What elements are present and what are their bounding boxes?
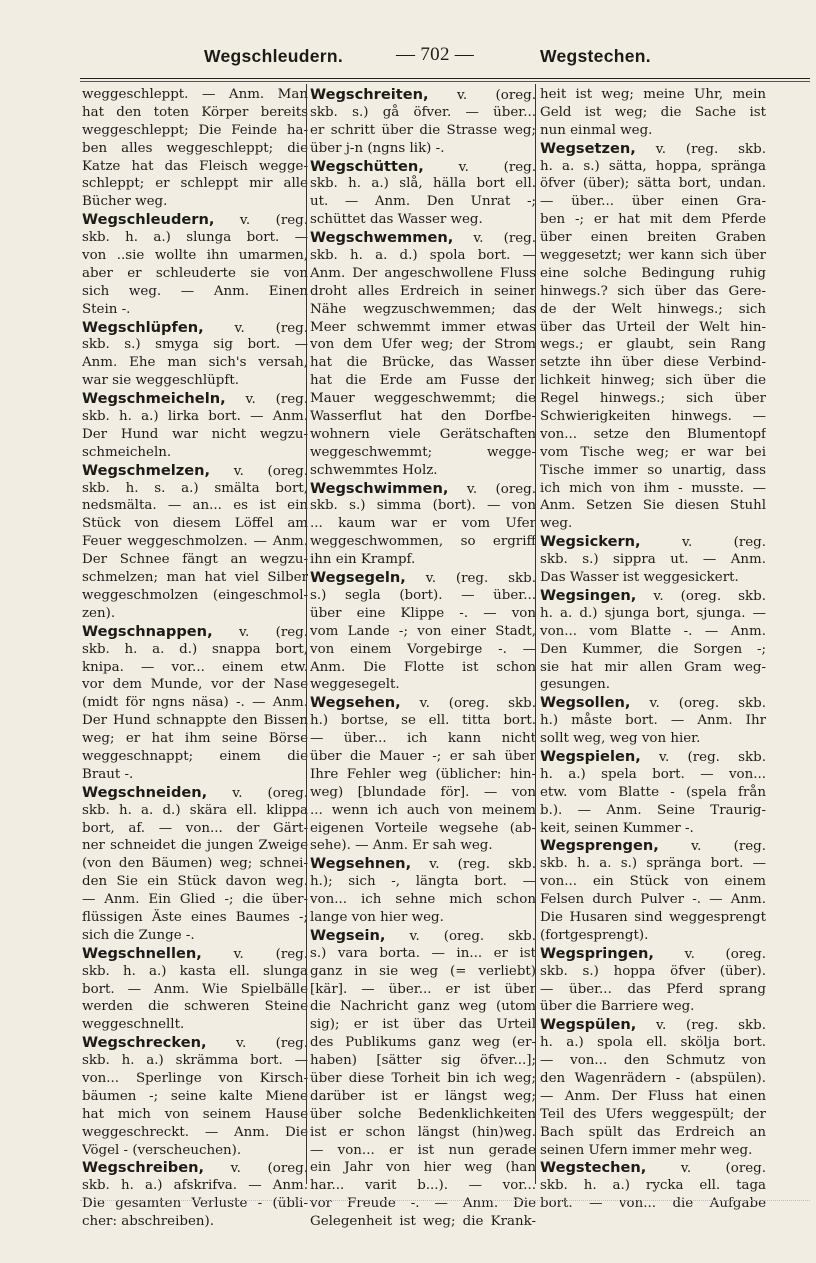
entry-headword-line: Wegschleudern, v. (reg. <box>82 211 308 229</box>
headword: Wegspielen, <box>540 747 641 765</box>
entry-text-line: skb. h. a.) afskrifva. — Anm. <box>82 1178 308 1194</box>
headword: Wegstechen, <box>540 1159 647 1177</box>
entry-text-line: skb. h. s. a.) smälta bort, <box>82 480 308 496</box>
entry-text-line: b.). — Anm. Seine Traurig- <box>540 802 766 818</box>
entry-text-line: haben) [sätter sig öfver...]; <box>310 1053 536 1069</box>
entry-text-line: aber er schleuderte sie von <box>82 265 308 281</box>
entry-text-line: weggeschnappt; einem die <box>82 748 308 764</box>
entry-text-line: von einem Vorgebirge -. — <box>310 641 536 657</box>
entry-text-line: ist er schon längst (hin)weg. <box>310 1124 536 1140</box>
headword: Wegsegeln, <box>310 569 406 587</box>
entry-text-line: hat die Erde am Fusse der <box>310 373 536 389</box>
entry-text-line: skb. h. a.) slunga bort. — <box>82 230 308 246</box>
entry-text-line: Anm. Setzen Sie diesen Stuhl <box>540 498 766 514</box>
entry-text-line: ein Jahr von hier weg (han <box>310 1160 536 1176</box>
entry-headword-line: Wegsetzen, v. (reg. skb. <box>540 139 766 157</box>
entry-text-line: s.) segla (bort). — über... <box>310 587 536 603</box>
entry-text-line: bort, af. — von... der Gärt- <box>82 820 308 836</box>
headword: Wegsingen, <box>540 586 637 604</box>
entry-text-line: ben -; er hat mit dem Pferde <box>540 212 766 228</box>
entry-text-line: eigenen Vorteile wegsehe (ab- <box>310 820 536 836</box>
entry-headword-line: Wegschmelzen, v. (oreg. <box>82 461 308 479</box>
entry-headword-line: Wegschreiten, v. (oreg. <box>310 86 536 103</box>
entry-text-line: weggeschnellt. <box>82 1017 185 1033</box>
entry-text-line: über j-n (ngns lik) -. <box>310 140 445 156</box>
entry-text-line: sehe). — Anm. Er sah weg. <box>310 838 493 854</box>
entry-text-line: Ihre Fehler weg (üblicher: hin- <box>310 766 536 782</box>
entry-text-line: lichkeit hinweg; sich über die <box>540 373 766 389</box>
entry-text-line: werden die schweren Steine <box>82 999 308 1015</box>
entry-text-line: ut. — Anm. Den Unrat -; <box>310 194 536 210</box>
entry-headword-line: Wegschnellen, v. (reg. <box>82 944 308 962</box>
headword: Wegschwemmen, <box>310 229 454 247</box>
entry-text-line: hinwegs.? sich über das Gere- <box>540 283 766 299</box>
entry-text-line: seinen Ufern immer mehr weg. <box>540 1142 753 1158</box>
entry-text-line: von dem Ufer weg; der Strom <box>310 337 536 353</box>
entry-text-line: schüttet das Wasser weg. <box>310 212 483 228</box>
entry-text-line: hat die Brücke, das Wasser <box>310 355 536 371</box>
headword: Wegschreiten, <box>310 86 429 103</box>
entry-headword-line: Wegschlüpfen, v. (reg. <box>82 318 308 336</box>
entry-text-line: skb. s.) gå öfver. — über... <box>310 104 536 120</box>
entry-headword-line: Wegsollen, v. (oreg. skb. <box>540 694 766 712</box>
entry-text-line: weggesetzt; wer kann sich über <box>540 248 766 264</box>
entry-text-line: weggeschwommen, so ergriff <box>310 534 536 550</box>
entry-text-line: Die Husaren sind weggesprengt <box>540 909 766 925</box>
column-2 <box>310 86 536 1231</box>
entry-text-line: über eine Klippe -. — von <box>310 605 536 621</box>
entry-text-line: ganz in sie weg (= verliebt) <box>310 963 536 979</box>
entry-text-line: [kär]. — über... er ist über <box>310 981 536 997</box>
entry-text-line: skb. h. a. d.) skära ell. klippa <box>82 802 308 818</box>
entry-text-line: Braut -. <box>82 766 134 782</box>
column-1 <box>82 86 308 1231</box>
headword: Wegschütten, <box>310 157 424 175</box>
entry-text-line: h.) bortse, se ell. titta bort. <box>310 713 536 729</box>
entry-text-line: zen). <box>82 605 116 621</box>
entry-text-line: etw. vom Blatte - (spela från <box>540 784 766 800</box>
entry-headword-line: Wegsegeln, v. (reg. skb. <box>310 569 536 587</box>
entry-text-line: cher: abschreiben). <box>82 1214 214 1230</box>
entry-text-line: ... wenn ich auch von meinem <box>310 802 536 818</box>
entry-text-line: eine solche Bedingung ruhig <box>540 265 766 281</box>
entry-text-line: nun einmal weg. <box>540 122 653 138</box>
entry-text-line: gesungen. <box>540 677 610 693</box>
entry-text-line: skb. h. a.) lirka bort. — Anm. <box>82 409 308 425</box>
header-left-guideword: Wegschleudern. <box>204 46 344 66</box>
entry-headword-line: Wegsein, v. (oreg. skb. <box>310 926 536 944</box>
entry-headword-line: Wegsehen, v. (oreg. skb. <box>310 694 536 712</box>
entry-text-line: schleppt; er schleppt mir alle <box>82 176 308 192</box>
entry-text-line: über die Barriere weg. <box>540 999 695 1015</box>
entry-text-line: skb. h. a. s.) spränga bort. — <box>540 856 766 872</box>
entry-text-line: knipa. — vor... einem etw. <box>82 659 308 675</box>
entry-text-line: Nähe wegzuschwemmen; das <box>310 301 536 317</box>
entry-headword-line: Wegschwemmen, v. (reg. <box>310 229 536 247</box>
entry-text-line: weggeschwemmt; wegge- <box>310 444 536 460</box>
entry-text-line: s.) vara borta. — in... er ist <box>310 945 536 961</box>
entry-text-line: darüber ist er längst weg; <box>310 1088 536 1104</box>
entry-text-line: schmelzen; man hat viel Silber <box>82 570 308 586</box>
entry-text-line: Anm. Ehe man sich's versah, <box>82 355 308 371</box>
headword: Wegschrecken, <box>82 1034 207 1052</box>
entry-text-line: Felsen durch Pulver -. — Anm. <box>540 892 766 908</box>
entry-text-line: — Anm. Der Fluss hat einen <box>540 1088 766 1104</box>
entry-text-line: Anm. Die Flotte ist schon <box>310 659 536 675</box>
entry-text-line: h. a.) spela bort. — von... <box>540 766 766 782</box>
entry-text-line: hat den toten Körper bereits <box>82 104 308 120</box>
entry-text-line: über einen breiten Graben <box>540 230 766 246</box>
entry-text-line: bäumen -; seine kalte Miene <box>82 1088 308 1104</box>
entry-text-line: über diese Torheit bin ich weg; <box>310 1070 536 1086</box>
entry-headword-line: Wegspringen, v. (oreg. <box>540 944 766 962</box>
header-rule <box>80 78 810 79</box>
entry-text-line: Die gesamten Verluste - (übli- <box>82 1196 308 1212</box>
entry-text-line: sig); er ist über das Urteil <box>310 1017 536 1033</box>
entry-text-line: — über... das Pferd sprang <box>540 981 766 997</box>
entry-text-line: wohnern viele Gerätschaften <box>310 426 536 442</box>
entry-text-line: von... setze den Blumentopf <box>540 426 766 442</box>
entry-text-line: wegs.; er glaubt, sein Rang <box>540 337 766 353</box>
header-rule-secondary <box>80 81 810 82</box>
headword: Wegschlüpfen, <box>82 318 204 336</box>
entry-text-line: sich die Zunge -. <box>82 927 195 943</box>
entry-text-line: Der Hund schnappte den Bissen <box>82 713 308 729</box>
entry-text-line: droht alles Erdreich in seiner <box>310 283 536 299</box>
entry-text-line: h. a. d.) sjunga bort, sjunga. — <box>540 605 766 621</box>
entry-text-line: nedsmälta. — an... es ist ein <box>82 498 308 514</box>
entry-headword-line: Wegsehnen, v. (reg. skb. <box>310 855 536 873</box>
entry-text-line: Gelegenheit ist weg; die Krank- <box>310 1214 536 1230</box>
entry-text-line: ich mich von ihm - musste. — <box>540 480 766 496</box>
entry-text-line: skb. s.) smyga sig bort. — <box>82 337 308 353</box>
headword: Wegschmeicheln, <box>82 390 226 408</box>
entry-text-line: öfver (über); sätta bort, undan. <box>540 176 766 192</box>
entry-text-line: skb. s.) sippra ut. — Anm. <box>540 552 766 568</box>
headword: Wegsprengen, <box>540 837 659 855</box>
entry-text-line: Bach spült das Erdreich an <box>540 1124 766 1140</box>
entry-text-line: (fortgesprengt). <box>540 927 649 943</box>
headword: Wegsehnen, <box>310 855 412 873</box>
entry-text-line: skb. s.) simma (bort). — von <box>310 498 536 514</box>
headword: Wegschnellen, <box>82 944 202 962</box>
entry-text-line: von... Sperlinge von Kirsch- <box>82 1070 308 1086</box>
entry-text-line: har... varit b...). — vor... <box>310 1178 536 1194</box>
entry-text-line: über das Urteil der Welt hin- <box>540 319 766 335</box>
headword: Wegschmelzen, <box>82 461 211 479</box>
entry-text-line: (von den Bäumen) weg; schnei- <box>82 856 308 872</box>
entry-text-line: weggeschmolzen (eingeschmol- <box>82 587 308 603</box>
entry-text-line: Meer schwemmt immer etwas <box>310 319 536 335</box>
entry-headword-line: Wegschreiben, v. (oreg. <box>82 1159 308 1177</box>
entry-text-line: Teil des Ufers weggespült; der <box>540 1106 766 1122</box>
entry-text-line: skb. h. a.) rycka ell. taga <box>540 1178 766 1194</box>
entry-text-line: ben alles weggeschleppt; die <box>82 140 308 156</box>
entry-text-line: skb. h. a.) slå, hälla bort ell. <box>310 176 536 192</box>
headword: Wegsehen, <box>310 694 401 712</box>
entry-text-line: Katze hat das Fleisch wegge- <box>82 158 308 174</box>
entry-text-line: bort. — von... die Aufgabe <box>540 1196 766 1212</box>
entry-text-line: setzte ihn über diese Verbind- <box>540 355 766 371</box>
entry-text-line: schmeicheln. <box>82 444 172 460</box>
entry-text-line: Vögel - (verscheuchen). <box>82 1142 242 1158</box>
entry-text-line: Regel hinwegs.; sich über <box>540 391 766 407</box>
entry-text-line: (midt för ngns näsa) -. — Anm. <box>82 695 308 711</box>
entry-text-line: skb. h. a.) skrämma bort. — <box>82 1053 308 1069</box>
entry-headword-line: Wegsingen, v. (oreg. skb. <box>540 586 766 604</box>
entry-headword-line: Wegschwimmen, v. (oreg. <box>310 479 536 497</box>
entry-text-line: Das Wasser ist weggesickert. <box>540 570 739 586</box>
entry-text-line: weg. <box>540 516 573 532</box>
entry-text-line: bort. — Anm. Wie Spielbälle <box>82 981 308 997</box>
page-number: — 702 — <box>396 44 475 65</box>
entry-headword-line: Wegschmeicheln, v. (reg. <box>82 390 308 408</box>
entry-text-line: sie hat mir allen Gram weg- <box>540 659 766 675</box>
entry-text-line: hat mich von seinem Hause <box>82 1106 308 1122</box>
entry-text-line: die Nachricht ganz weg (utom <box>310 999 536 1015</box>
column-divider-1 <box>306 84 307 1184</box>
entry-text-line: skb. s.) hoppa öfver (über). <box>540 963 766 979</box>
column-3 <box>540 86 766 1213</box>
entry-text-line: vom Tische weg; er war bei <box>540 444 766 460</box>
entry-text-line: skb. h. a. d.) snappa bort, <box>82 641 308 657</box>
entry-text-line: Tische immer so unartig, dass <box>540 462 766 478</box>
entry-text-line: sollt weg, weg von hier. <box>540 731 701 747</box>
entry-text-line: lange von hier weg. <box>310 909 444 925</box>
entry-text-line: des Publikums ganz weg (er- <box>310 1035 536 1051</box>
entry-text-line: keit, seinen Kummer -. <box>540 820 694 836</box>
headword: Wegsickern, <box>540 533 641 551</box>
entry-text-line: weggesegelt. <box>310 677 400 693</box>
bottom-margin-mark <box>80 1200 810 1201</box>
header-right-guideword: Wegstechen. <box>540 46 651 66</box>
entry-headword-line: Wegspielen, v. (reg. skb. <box>540 747 766 765</box>
entry-text-line: skb. h. a. d.) spola bort. — <box>310 248 536 264</box>
entry-text-line: Anm. Der angeschwollene Fluss <box>310 265 536 281</box>
entry-text-line: Wasserflut hat den Dorfbe- <box>310 409 536 425</box>
headword: Wegsein, <box>310 926 386 944</box>
entry-text-line: skb. h. a.) kasta ell. slunga <box>82 963 308 979</box>
headword: Wegsetzen, <box>540 139 636 157</box>
entry-text-line: — von... den Schmutz von <box>540 1053 766 1069</box>
entry-text-line: h.) måste bort. — Anm. Ihr <box>540 713 766 729</box>
entry-text-line: de der Welt hinwegs.; sich <box>540 301 766 317</box>
entry-text-line: den Sie ein Stück davon weg. <box>82 874 308 890</box>
entry-text-line: schwemmtes Holz. <box>310 462 438 478</box>
entry-text-line: Schwierigkeiten hinwegs. — <box>540 409 766 425</box>
entry-text-line: Den Kummer, die Sorgen -; <box>540 641 766 657</box>
entry-text-line: ... kaum war er vom Ufer <box>310 516 536 532</box>
entry-text-line: heit ist weg; meine Uhr, mein <box>540 87 766 102</box>
entry-text-line: sich weg. — Anm. Einen <box>82 283 308 299</box>
entry-text-line: von... ein Stück von einem <box>540 874 766 890</box>
entry-text-line: Geld ist weg; die Sache ist <box>540 104 766 120</box>
entry-text-line: — über... über einen Gra- <box>540 194 766 210</box>
entry-text-line: h. a. s.) sätta, hoppa, spränga <box>540 158 766 174</box>
entry-text-line: Stück von diesem Löffel am <box>82 516 308 532</box>
entry-text-line: — Anm. Ein Glied -; die über- <box>82 892 308 908</box>
entry-text-line: vor Freude -. — Anm. Die <box>310 1196 536 1212</box>
entry-text-line: h. a.) spola ell. skölja bort. <box>540 1035 766 1051</box>
entry-text-line: über die Mauer -; er sah über <box>310 748 536 764</box>
entry-text-line: den Wagenrädern - (abspülen). <box>540 1070 766 1086</box>
entry-text-line: von ..sie wollte ihn umarmen, <box>82 248 308 264</box>
headword: Wegschleudern, <box>82 211 215 229</box>
entry-text-line: Stein -. <box>82 301 131 317</box>
entry-text-line: weggeschreckt. — Anm. Die <box>82 1124 308 1140</box>
entry-text-line: von... ich sehne mich schon <box>310 892 536 908</box>
entry-text-line: — über... ich kann nicht <box>310 731 536 747</box>
headword: Wegschneiden, <box>82 783 208 801</box>
entry-headword-line: Wegsickern, v. (reg. <box>540 533 766 551</box>
entry-text-line: über solche Bedenklichkeiten <box>310 1106 536 1122</box>
headword: Wegspülen, <box>540 1016 637 1034</box>
entry-text-line: weggeschleppt. — Anm. Man <box>82 87 308 102</box>
entry-headword-line: Wegschneiden, v. (oreg. <box>82 783 308 801</box>
entry-headword-line: Wegschütten, v. (reg. <box>310 157 536 175</box>
entry-text-line: weg) [blundade för]. — von <box>310 784 536 800</box>
entry-text-line: Mauer weggeschwemmt; die <box>310 391 536 407</box>
entry-headword-line: Wegsprengen, v. (reg. <box>540 837 766 855</box>
headword: Wegspringen, <box>540 944 654 962</box>
headword: Wegschnappen, <box>82 622 213 640</box>
entry-text-line: h.); sich -, längta bort. — <box>310 874 536 890</box>
entry-headword-line: Wegschnappen, v. (reg. <box>82 622 308 640</box>
entry-text-line: — von... er ist nun gerade <box>310 1142 536 1158</box>
entry-text-line: er schritt über die Strasse weg; <box>310 122 536 138</box>
entry-text-line: von... vom Blatte -. — Anm. <box>540 623 766 639</box>
entry-text-line: vor dem Munde, vor der Nase <box>82 677 308 693</box>
entry-text-line: weg; er hat ihm seine Börse <box>82 731 308 747</box>
headword: Wegschwimmen, <box>310 479 449 497</box>
entry-text-line: Der Schnee fängt an wegzu- <box>82 552 308 568</box>
entry-text-line: ner schneidet die jungen Zweige <box>82 838 308 854</box>
entry-headword-line: Wegstechen, v. (oreg. <box>540 1159 766 1177</box>
entry-text-line: flüssigen Äste eines Baumes -; <box>82 909 308 925</box>
entry-text-line: ihn ein Krampf. <box>310 552 416 568</box>
headword: Wegsollen, <box>540 694 631 712</box>
column-divider-2 <box>535 84 536 1184</box>
entry-headword-line: Wegspülen, v. (reg. skb. <box>540 1016 766 1034</box>
entry-text-line: Bücher weg. <box>82 194 168 210</box>
entry-text-line: Feuer weggeschmolzen. — Anm. <box>82 534 308 550</box>
entry-text-line: vom Lande -; von einer Stadt, <box>310 623 536 639</box>
headword: Wegschreiben, <box>82 1159 205 1177</box>
entry-text-line: weggeschleppt; Die Feinde ha- <box>82 122 308 138</box>
entry-headword-line: Wegschrecken, v. (reg. <box>82 1034 308 1052</box>
entry-text-line: war sie weggeschlüpft. <box>82 373 239 389</box>
entry-text-line: Der Hund war nicht wegzu- <box>82 426 308 442</box>
